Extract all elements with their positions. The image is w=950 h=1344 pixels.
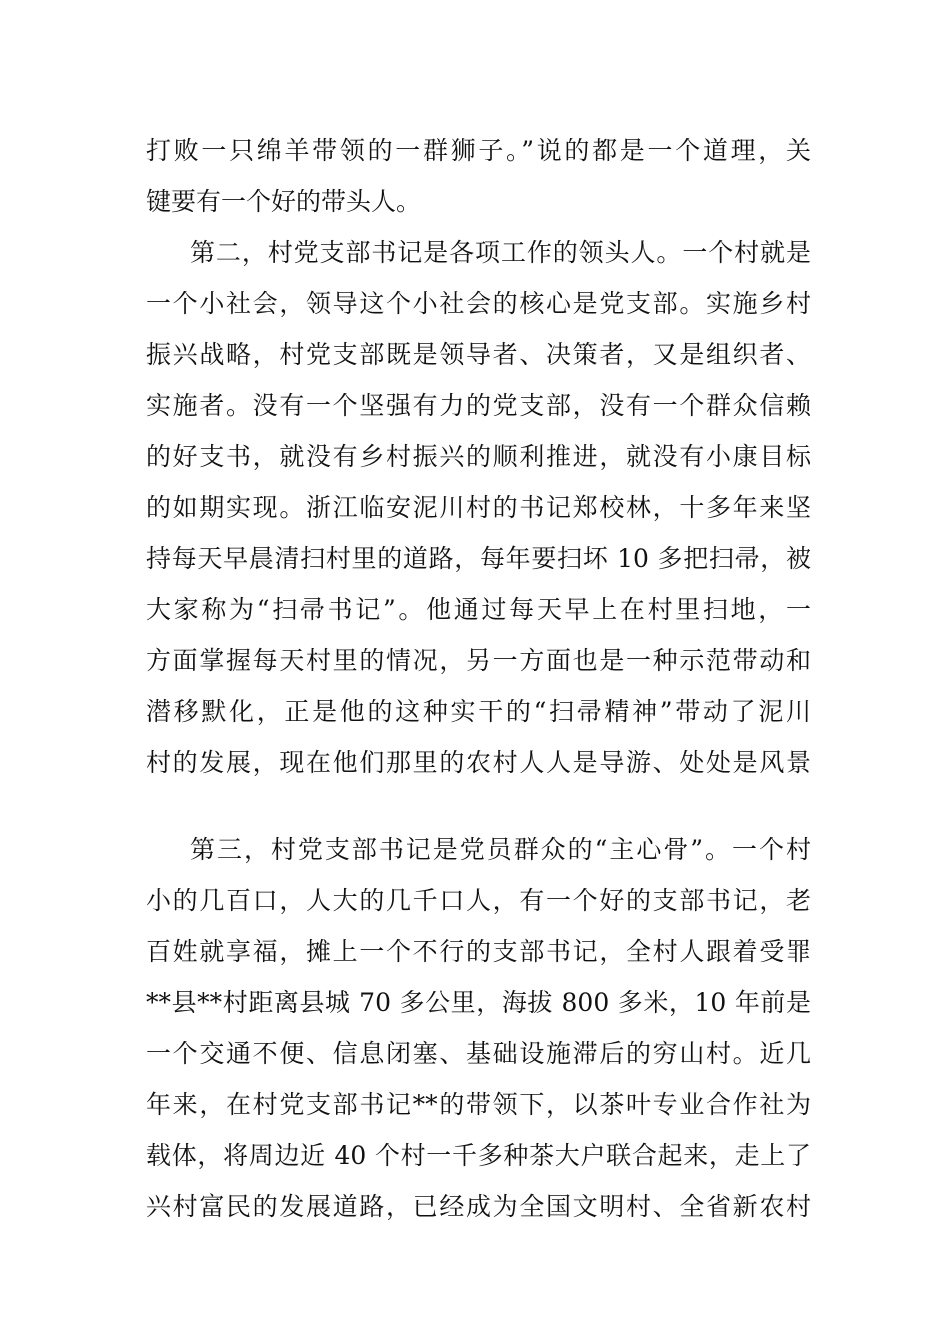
text-line: 大家称为“扫帚书记”。他通过每天早上在村里扫地，一: [146, 595, 811, 624]
text-line: **县**村距离县城 70 多公里，海拔 800 多米，10 年前是: [146, 988, 811, 1017]
text-line: 年来，在村党支部书记**的带领下，以茶叶专业合作社为: [146, 1090, 811, 1119]
text-line: 百姓就享福，摊上一个不行的支部书记，全村人跟着受罪: [146, 937, 811, 966]
paragraph-start-line: 第三，村党支部书记是党员群众的“主心骨”。一个村: [190, 835, 811, 864]
text-line: 一个小社会，领导这个小社会的核心是党支部。实施乡村: [146, 289, 811, 318]
text-line: 持每天早晨清扫村里的道路，每年要扫坏 10 多把扫帚，被: [146, 544, 811, 573]
text-line: 方面掌握每天村里的情况，另一方面也是一种示范带动和: [146, 646, 811, 675]
text-line: 兴村富民的发展道路，已经成为全国文明村、全省新农村: [146, 1192, 811, 1221]
text-line: 实施者。没有一个坚强有力的党支部，没有一个群众信赖: [146, 391, 811, 420]
text-line: 的好支书，就没有乡村振兴的顺利推进，就没有小康目标: [146, 442, 811, 471]
text-line: 键要有一个好的带头人。: [146, 187, 422, 216]
text-line: 潜移默化，正是他的这种实干的“扫帚精神”带动了泥川: [146, 697, 811, 726]
text-line: 一个交通不便、信息闭塞、基础设施滞后的穷山村。近几: [146, 1039, 811, 1068]
text-line: 小的几百口，人大的几千口人，有一个好的支部书记，老: [146, 886, 811, 915]
text-line: 的如期实现。浙江临安泥川村的书记郑校林，十多年来坚: [146, 493, 811, 522]
text-line: 载体，将周边近 40 个村一千多种茶大户联合起来，走上了: [146, 1141, 811, 1170]
text-line: 村的发展，现在他们那里的农村人人是导游、处处是风景: [146, 748, 811, 777]
paragraph-start-line: 第二，村党支部书记是各项工作的领头人。一个村就是: [190, 238, 811, 267]
text-line: 振兴战略，村党支部既是领导者、决策者，又是组织者、: [146, 340, 811, 369]
text-line: 打败一只绵羊带领的一群狮子。”说的都是一个道理，关: [146, 136, 811, 165]
